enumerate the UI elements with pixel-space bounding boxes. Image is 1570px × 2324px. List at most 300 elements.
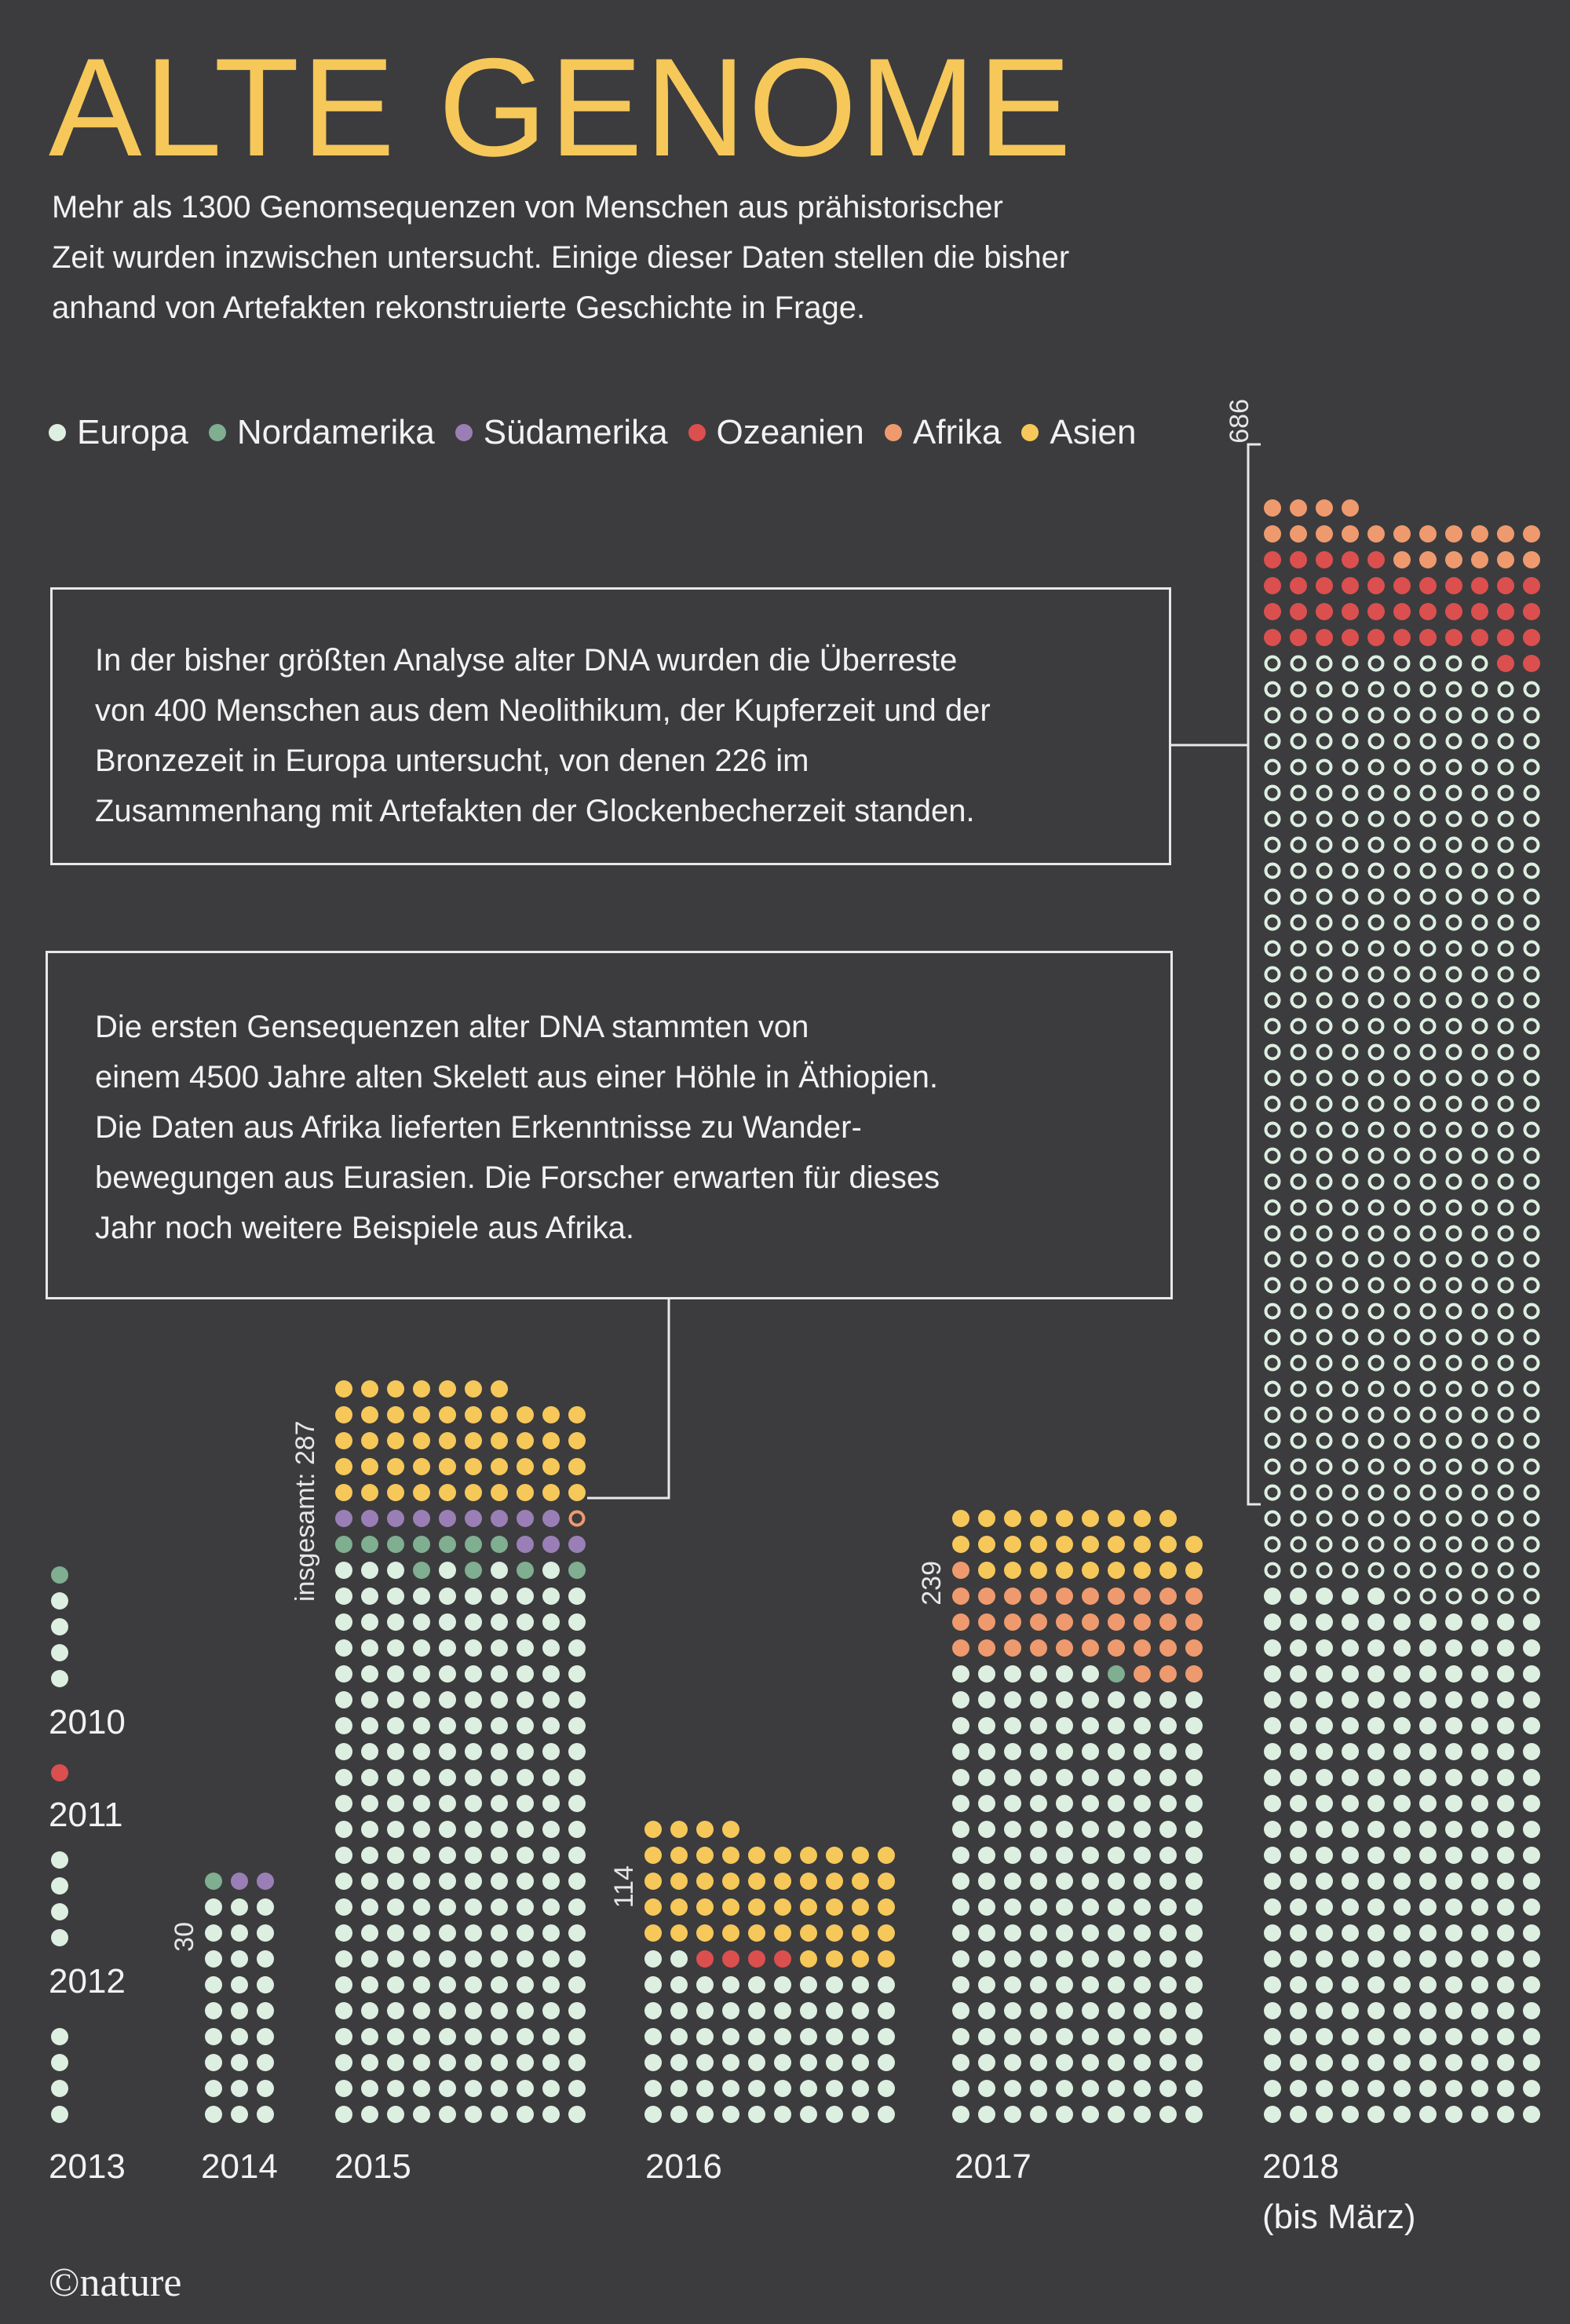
genome-dot-2018 [1499, 709, 1513, 722]
genome-dot-2017 [1004, 1769, 1021, 1786]
genome-dot-2018 [1367, 1639, 1385, 1657]
genome-dot-2018 [1318, 1460, 1331, 1474]
genome-dot-2018 [1525, 1590, 1539, 1603]
genome-dot-2018 [1499, 1564, 1513, 1577]
genome-dot-2018 [1471, 525, 1488, 543]
genome-dot-2017 [1134, 1821, 1151, 1838]
genome-dot-2015 [491, 1717, 508, 1734]
genome-dot-2015 [465, 1769, 482, 1786]
genome-dot-2018 [1525, 1175, 1539, 1189]
genome-dot-2015 [465, 1562, 482, 1579]
genome-dot-2018 [1396, 1538, 1409, 1551]
genome-dot-2017 [1159, 1873, 1177, 1890]
genome-dot-2018 [1422, 735, 1435, 748]
genome-dot-2018 [1393, 1924, 1411, 1942]
genome-dot-2018 [1290, 525, 1307, 543]
genome-dot-2017 [1134, 1976, 1151, 1993]
genome-dot-2015 [335, 1795, 352, 1812]
genome-dot-2018 [1497, 2054, 1514, 2071]
genome-dot-2018 [1473, 1279, 1487, 1292]
annotation-line: Jahr noch weitere Beispiele aus Afrika. [95, 1211, 635, 1245]
genome-dot-2018 [1318, 968, 1331, 981]
genome-dot-2018 [1419, 1950, 1437, 1968]
genome-dot-2015 [413, 1743, 430, 1760]
genome-dot-2017 [1185, 1613, 1203, 1631]
genome-dot-2018 [1344, 1512, 1357, 1526]
genome-dot-2016 [878, 1924, 895, 1942]
genome-dot-2018 [1473, 657, 1487, 671]
genome-dot-2017 [978, 2106, 995, 2123]
genome-dot-2017 [1159, 1950, 1177, 1968]
genome-dot-2018 [1266, 709, 1280, 722]
genome-dot-2018 [1473, 942, 1487, 956]
genome-dot-2017 [1030, 1562, 1047, 1579]
genome-dot-2017 [1082, 1873, 1099, 1890]
genome-dot-2018 [1290, 2080, 1307, 2097]
genome-dot-2018 [1318, 1279, 1331, 1292]
genome-dot-2018 [1422, 1201, 1435, 1215]
genome-dot-2017 [1134, 1950, 1151, 1968]
genome-dot-2018 [1290, 1924, 1307, 1942]
genome-dot-2018 [1497, 1743, 1514, 1760]
genome-dot-2018 [1292, 1383, 1305, 1396]
genome-dot-2015 [413, 1950, 430, 1968]
genome-dot-2016 [852, 1898, 869, 1916]
genome-dot-2018 [1396, 916, 1409, 930]
genome-dot-2018 [1292, 1098, 1305, 1111]
genome-dot-2016 [670, 2054, 688, 2071]
genome-dot-2017 [1134, 1588, 1151, 1605]
genome-dot-2018 [1445, 1898, 1462, 1916]
genome-dot-2015 [491, 1484, 508, 1501]
genome-dot-2015 [491, 2028, 508, 2045]
genome-dot-2018 [1266, 1357, 1280, 1370]
genome-dot-2018 [1473, 1538, 1487, 1551]
genome-dot-2016 [852, 1924, 869, 1942]
genome-dot-2017 [1185, 2028, 1203, 2045]
genome-dot-2018 [1290, 629, 1307, 646]
genome-dot-2017 [1004, 1613, 1021, 1631]
genome-dot-2015 [491, 1665, 508, 1683]
genome-dot-2018 [1266, 1383, 1280, 1396]
genome-dot-2018 [1422, 1072, 1435, 1085]
genome-dot-2018 [1497, 2028, 1514, 2045]
genome-dot-2017 [1185, 1536, 1203, 1553]
genome-dot-2018 [1370, 1512, 1383, 1526]
genome-dot-2016 [800, 1976, 817, 1993]
genome-dot-2015 [439, 1484, 456, 1501]
genome-dot-2015 [517, 2106, 534, 2123]
genome-dot-2018 [1266, 1564, 1280, 1577]
genome-dot-2018 [1525, 1512, 1539, 1526]
genome-dot-2018 [1318, 942, 1331, 956]
genome-dot-2015 [542, 1562, 560, 1579]
genome-dot-2018 [1367, 1769, 1385, 1786]
genome-dot-2018 [1292, 1072, 1305, 1085]
genome-dot-2017 [1030, 2002, 1047, 2019]
genome-dot-2018 [1290, 577, 1307, 594]
genome-dot-2018 [1344, 1098, 1357, 1111]
genome-dot-2017 [1159, 1743, 1177, 1760]
genome-dot-2015 [568, 2106, 586, 2123]
genome-dot-2017 [1108, 1743, 1125, 1760]
genome-dot-2017 [1134, 1717, 1151, 1734]
genome-dot-2017 [952, 1588, 969, 1605]
genome-dot-2017 [952, 1665, 969, 1683]
genome-dot-2018 [1445, 1924, 1462, 1942]
genome-dot-2018 [1344, 994, 1357, 1007]
genome-dot-2015 [542, 2054, 560, 2071]
genome-dot-2018 [1473, 1020, 1487, 1033]
genome-dot-2018 [1497, 1821, 1514, 1838]
genome-dot-2017 [1108, 1795, 1125, 1812]
genome-dot-2018 [1499, 1098, 1513, 1111]
genome-dot-2015 [491, 1769, 508, 1786]
genome-dot-2017 [1030, 1588, 1047, 1605]
genome-dot-2016 [878, 1950, 895, 1968]
genome-dot-2018 [1393, 1950, 1411, 1968]
genome-dot-2018 [1497, 1976, 1514, 1993]
genome-dot-2014 [231, 1950, 248, 1968]
genome-dot-2017 [978, 1743, 995, 1760]
annotation-line: Zusammenhang mit Artefakten der Glockenbecherzeit standen. [95, 794, 975, 828]
genome-dot-2017 [1108, 1821, 1125, 1838]
genome-dot-2017 [1159, 1639, 1177, 1657]
genome-dot-2018 [1448, 1409, 1461, 1422]
genome-dot-2016 [696, 1976, 714, 1993]
subtitle-line: Zeit wurden inzwischen untersucht. Einige dieser Daten stellen die bisher [52, 240, 1070, 275]
genome-dot-2017 [1159, 1691, 1177, 1708]
genome-dot-2018 [1393, 1613, 1411, 1631]
genome-dot-2018 [1316, 551, 1333, 568]
genome-dot-2014 [257, 1873, 274, 1890]
genome-dot-2018 [1471, 629, 1488, 646]
genome-dot-2018 [1264, 1898, 1281, 1916]
genome-dot-2017 [952, 1769, 969, 1786]
genome-dot-2017 [1159, 1562, 1177, 1579]
genome-dot-2018 [1525, 1460, 1539, 1474]
genome-dot-2018 [1445, 2028, 1462, 2045]
genome-dot-2016 [670, 1950, 688, 1968]
genome-dot-2018 [1499, 1512, 1513, 1526]
genome-dot-2018 [1266, 761, 1280, 774]
genome-dot-2015 [361, 1950, 378, 1968]
genome-dot-2015 [439, 1380, 456, 1398]
genome-dot-2015 [413, 1691, 430, 1708]
genome-dot-2018 [1497, 577, 1514, 594]
genome-dot-2015 [413, 2106, 430, 2123]
genome-dot-2016 [826, 2106, 843, 2123]
annotation-line: einem 4500 Jahre alten Skelett aus einer Höhle in Äthiopien. [95, 1060, 939, 1094]
genome-dot-2018 [1471, 577, 1488, 594]
genome-dot-2016 [670, 1821, 688, 1838]
genome-dot-2016 [696, 1898, 714, 1916]
genome-dot-2017 [1056, 2080, 1073, 2097]
genome-dot-2018 [1344, 1331, 1357, 1344]
genome-dot-2018 [1316, 2028, 1333, 2045]
genome-dot-2018 [1523, 1976, 1540, 1993]
genome-dot-2015 [439, 1717, 456, 1734]
genome-dot-2018 [1448, 735, 1461, 748]
genome-dot-2017 [1082, 1613, 1099, 1631]
genome-dot-2015 [517, 1821, 534, 1838]
genome-dot-2014 [205, 2002, 222, 2019]
genome-dot-2018 [1422, 813, 1435, 826]
genome-dot-2015 [439, 1588, 456, 1605]
genome-dot-2018 [1370, 1434, 1383, 1448]
genome-dot-2015 [361, 1821, 378, 1838]
genome-dot-2015 [465, 1743, 482, 1760]
genome-dot-2017 [1004, 1950, 1021, 1968]
genome-dot-2018 [1525, 683, 1539, 696]
genome-dot-2017 [1056, 1743, 1073, 1760]
genome-dot-2018 [1422, 787, 1435, 800]
genome-dot-2018 [1264, 1691, 1281, 1708]
genome-dot-2015 [335, 1769, 352, 1786]
genome-dot-2018 [1422, 657, 1435, 671]
genome-dot-2018 [1316, 2054, 1333, 2071]
genome-dot-2018 [1370, 787, 1383, 800]
genome-dot-2018 [1318, 761, 1331, 774]
genome-dot-2018 [1525, 942, 1539, 956]
genome-dot-2016 [644, 2002, 662, 2019]
genome-dot-2018 [1342, 1873, 1359, 1890]
genome-dot-2018 [1473, 968, 1487, 981]
genome-dot-2018 [1396, 683, 1409, 696]
genome-dot-2017 [1159, 1717, 1177, 1734]
genome-dot-2018 [1266, 1305, 1280, 1318]
genome-dot-2015 [439, 1950, 456, 1968]
genome-dot-2018 [1422, 890, 1435, 904]
genome-dot-2017 [1004, 1691, 1021, 1708]
legend-label: Europa [77, 413, 188, 451]
genome-dot-2018 [1419, 1613, 1437, 1631]
genome-dot-2018 [1318, 1201, 1331, 1215]
genome-dot-2017 [1030, 1665, 1047, 1683]
genome-dot-2015 [413, 1665, 430, 1683]
genome-dot-2018 [1422, 1590, 1435, 1603]
genome-dot-2018 [1318, 1046, 1331, 1059]
genome-dot-2018 [1445, 1795, 1462, 1812]
genome-dot-2018 [1448, 1046, 1461, 1059]
genome-dot-2018 [1370, 1098, 1383, 1111]
genome-dot-2018 [1393, 1873, 1411, 1890]
genome-dot-2015 [491, 1924, 508, 1942]
genome-dot-2018 [1499, 942, 1513, 956]
genome-dot-2018 [1499, 761, 1513, 774]
genome-dot-2016 [722, 2080, 739, 2097]
genome-dot-2016 [644, 1873, 662, 1890]
genome-dot-2014 [231, 2054, 248, 2071]
genome-dot-2018 [1264, 577, 1281, 594]
year-label: 2011 [49, 1796, 123, 1834]
genome-dot-2015 [517, 2054, 534, 2071]
genome-dot-2014 [231, 1924, 248, 1942]
genome-dot-2018 [1264, 629, 1281, 646]
genome-dot-2017 [1030, 1873, 1047, 1890]
genome-dot-2018 [1499, 1149, 1513, 1163]
genome-dot-2018 [1367, 603, 1385, 620]
genome-dot-2015 [387, 2106, 404, 2123]
genome-dot-2018 [1318, 787, 1331, 800]
genome-dot-2012 [51, 1929, 68, 1946]
genome-dot-2015 [413, 1847, 430, 1864]
genome-dot-2017 [1185, 1976, 1203, 1993]
genome-dot-2018 [1525, 1279, 1539, 1292]
genome-dot-2018 [1525, 1227, 1539, 1241]
genome-dot-2015 [491, 1562, 508, 1579]
genome-dot-2018 [1523, 1717, 1540, 1734]
genome-dot-2017 [1159, 1847, 1177, 1864]
genome-dot-2018 [1393, 629, 1411, 646]
genome-dot-2018 [1445, 603, 1462, 620]
genome-dot-2018 [1523, 1639, 1540, 1657]
genome-dot-2015 [439, 1562, 456, 1579]
genome-dot-2018 [1422, 1512, 1435, 1526]
genome-dot-2016 [670, 1898, 688, 1916]
genome-dot-2018 [1370, 1253, 1383, 1266]
genome-dot-2018 [1396, 1460, 1409, 1474]
genome-dot-2018 [1344, 761, 1357, 774]
genome-dot-2018 [1448, 657, 1461, 671]
genome-dot-2016 [826, 1976, 843, 1993]
genome-dot-2018 [1342, 1976, 1359, 1993]
genome-dot-2018 [1393, 1847, 1411, 1864]
genome-dot-2017 [1082, 1536, 1099, 1553]
genome-dot-2018 [1370, 657, 1383, 671]
genome-dot-2014 [231, 1873, 248, 1890]
genome-dot-2018 [1393, 1665, 1411, 1683]
genome-dot-2014 [231, 2002, 248, 2019]
genome-dot-2018 [1318, 709, 1331, 722]
genome-dot-2018 [1445, 1691, 1462, 1708]
genome-dot-2015 [542, 1717, 560, 1734]
genome-dot-2017 [1159, 1588, 1177, 1605]
genome-dot-2018 [1370, 1538, 1383, 1551]
genome-dot-2016 [644, 1821, 662, 1838]
genome-dot-2018 [1292, 1149, 1305, 1163]
genome-dot-2018 [1266, 1279, 1280, 1292]
genome-dot-2018 [1290, 1821, 1307, 1838]
genome-dot-2010 [51, 1670, 68, 1687]
genome-dot-2018 [1316, 1950, 1333, 1968]
genome-dot-2017 [1134, 1613, 1151, 1631]
genome-dot-2017 [1030, 1536, 1047, 1553]
genome-dot-2017 [1185, 1717, 1203, 1734]
genome-dot-2018 [1473, 864, 1487, 878]
genome-dot-2018 [1422, 1331, 1435, 1344]
genome-dot-2016 [800, 2054, 817, 2071]
genome-dot-2016 [826, 2080, 843, 2097]
genome-dot-2017 [1056, 1769, 1073, 1786]
genome-dot-2015 [542, 1873, 560, 1890]
genome-dot-2017 [1030, 1898, 1047, 1916]
genome-dot-2015 [335, 2080, 352, 2097]
genome-dot-2018 [1396, 1201, 1409, 1215]
genome-dot-2016 [826, 1924, 843, 1942]
genome-dot-2017 [1030, 1976, 1047, 1993]
genome-dot-2017 [1108, 1588, 1125, 1605]
genome-dot-2018 [1419, 2054, 1437, 2071]
genome-dot-2015 [491, 1510, 508, 1527]
genome-dot-2018 [1499, 1357, 1513, 1370]
genome-dot-2016 [722, 2002, 739, 2019]
genome-dot-2017 [1134, 1743, 1151, 1760]
genome-dot-2018 [1370, 968, 1383, 981]
genome-dot-2017 [1082, 1665, 1099, 1683]
genome-dot-2017 [1134, 2028, 1151, 2045]
genome-dot-2018 [1266, 787, 1280, 800]
genome-dot-2018 [1318, 683, 1331, 696]
genome-dot-2017 [1185, 1743, 1203, 1760]
genome-dot-2017 [1056, 1588, 1073, 1605]
genome-dot-2016 [670, 1873, 688, 1890]
genome-dot-2018 [1471, 1691, 1488, 1708]
genome-dot-2016 [748, 1950, 765, 1968]
genome-dot-2016 [852, 2054, 869, 2071]
genome-dot-2015 [387, 1691, 404, 1708]
genome-dot-2015 [542, 1406, 560, 1423]
genome-dot-2014 [231, 2028, 248, 2045]
genome-dot-2018 [1525, 1357, 1539, 1370]
genome-dot-2018 [1422, 1046, 1435, 1059]
genome-dot-2017 [1185, 1873, 1203, 1890]
genome-dot-2015 [568, 1458, 586, 1475]
genome-dot-2017 [1134, 1873, 1151, 1890]
genome-dot-2018 [1396, 1253, 1409, 1266]
genome-dot-2014 [257, 1898, 274, 1916]
genome-dot-2018 [1292, 1253, 1305, 1266]
genome-dot-2015 [491, 1795, 508, 1812]
genome-dot-2018 [1471, 2002, 1488, 2019]
genome-dot-2016 [774, 1950, 791, 1968]
genome-dot-2018 [1316, 1769, 1333, 1786]
genome-dot-2018 [1264, 1950, 1281, 1968]
genome-dot-2015 [465, 1510, 482, 1527]
genome-dot-2018 [1445, 1665, 1462, 1683]
genome-dot-2017 [1030, 1510, 1047, 1527]
genome-dot-2018 [1292, 1538, 1305, 1551]
genome-dot-2015 [517, 1536, 534, 1553]
year-label: 2018 [1262, 2147, 1339, 2186]
genome-dot-2015 [568, 2028, 586, 2045]
genome-dot-2018 [1396, 1279, 1409, 1292]
genome-dot-2018 [1525, 1409, 1539, 1422]
genome-dot-2018 [1497, 1613, 1514, 1631]
genome-dot-2015 [439, 1406, 456, 1423]
genome-dot-2018 [1471, 2054, 1488, 2071]
genome-dot-2018 [1367, 2028, 1385, 2045]
genome-dot-2016 [644, 1976, 662, 1993]
genome-dot-2018 [1525, 968, 1539, 981]
genome-dot-2015 [361, 1873, 378, 1890]
genome-dot-2015 [387, 2002, 404, 2019]
genome-dot-2017 [1056, 1691, 1073, 1708]
genome-dot-2018 [1396, 787, 1409, 800]
genome-dot-2018 [1396, 839, 1409, 852]
genome-dot-2018 [1342, 525, 1359, 543]
genome-dot-2015 [387, 1510, 404, 1527]
genome-dot-2018 [1264, 551, 1281, 568]
genome-dot-2017 [1108, 1976, 1125, 1993]
genome-dot-2017 [1108, 1536, 1125, 1553]
genome-dot-2018 [1342, 629, 1359, 646]
genome-dot-2018 [1396, 709, 1409, 722]
genome-dot-2017 [1108, 2028, 1125, 2045]
genome-dot-2018 [1344, 942, 1357, 956]
genome-dot-2016 [852, 2106, 869, 2123]
genome-dot-2015 [387, 1743, 404, 1760]
